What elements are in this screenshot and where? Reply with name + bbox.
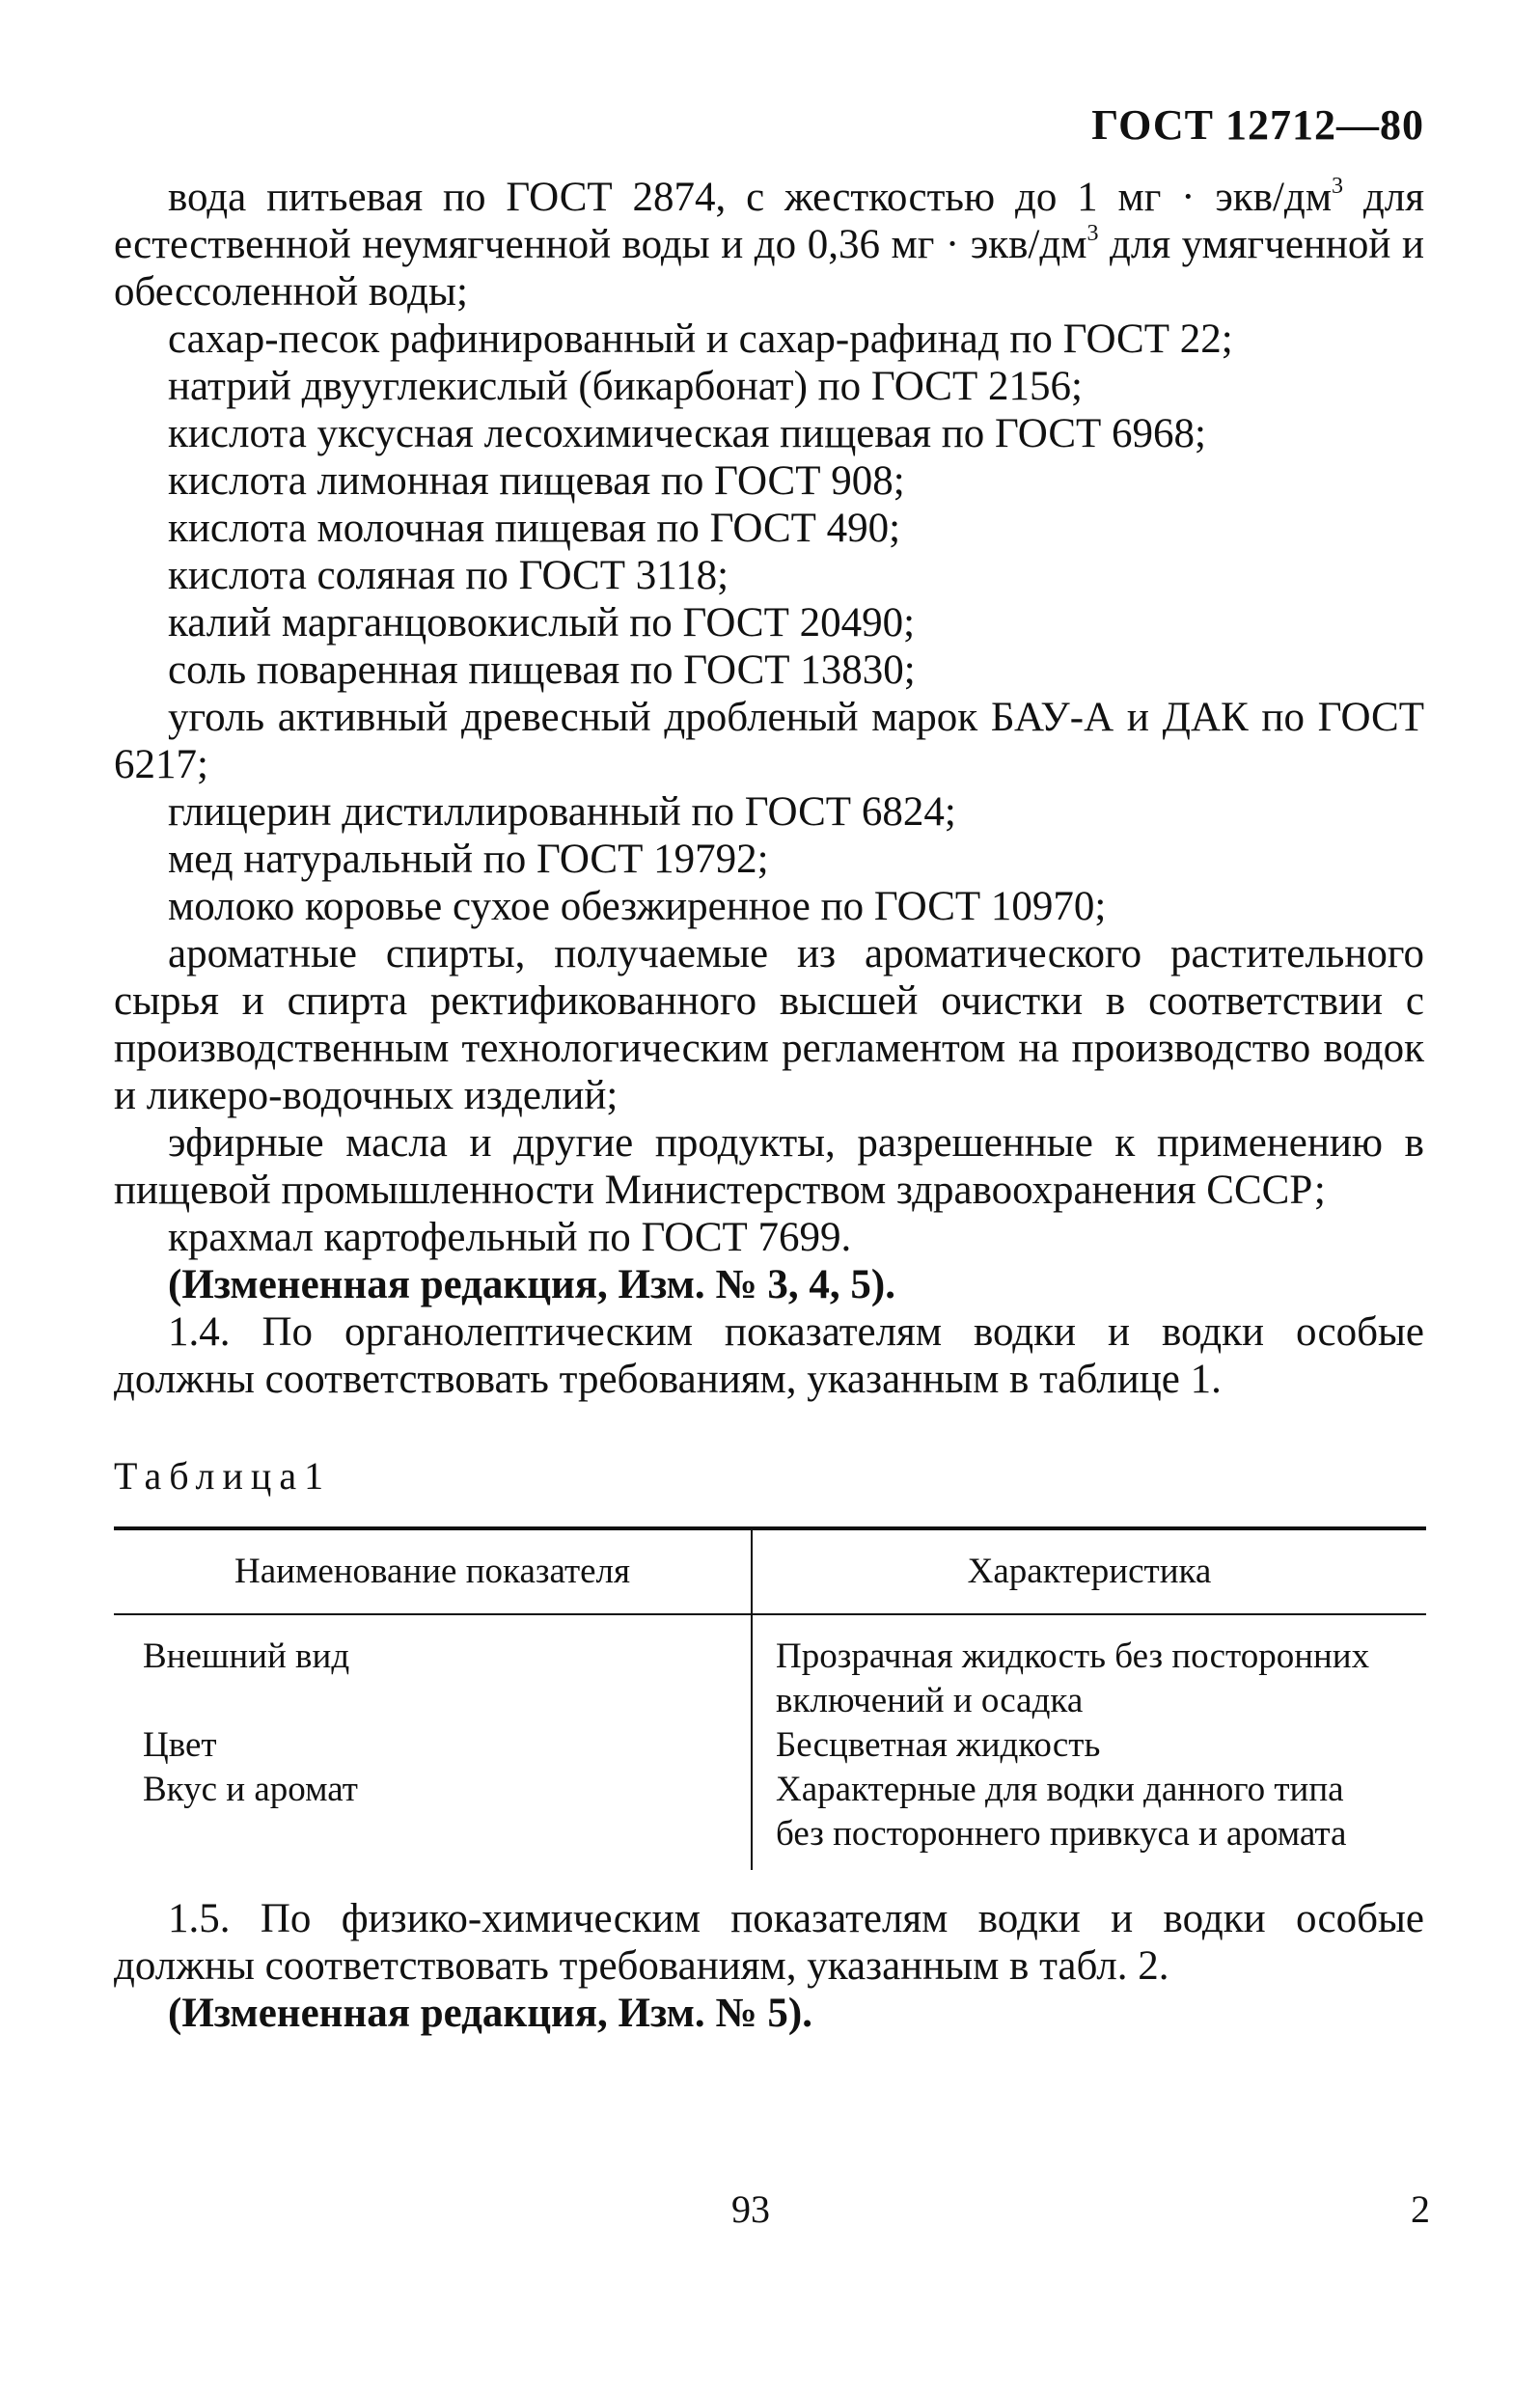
organoleptic-table <box>114 1526 1426 1870</box>
clause-1-5: 1.5. По физико-химическим показателям водки и водки особые должны соответствовать требованиям, указанным в табл. 2. <box>114 1896 1424 1989</box>
list-item: калий марганцовокислый по ГОСТ 20490; <box>168 600 916 646</box>
after-table-text <box>114 1895 1424 2037</box>
column-header-name: Наименование показателя <box>114 1528 752 1614</box>
list-item: кислота соляная по ГОСТ 3118; <box>168 553 729 598</box>
table-header-row <box>114 1528 1426 1614</box>
page-number: 93 <box>731 2187 770 2231</box>
list-item: уголь активный древесный дробленый марок БАУ-А и ДАК по ГОСТ 6217; <box>114 695 1424 787</box>
list-item: натрий двууглекислый (бикарбонат) по ГОСТ 2156; <box>168 364 1083 409</box>
table-row <box>114 1614 1426 1723</box>
list-item: сахар-песок рафинированный и сахар-рафинад по ГОСТ 22; <box>168 316 1233 362</box>
table-cell-name: Внешний вид <box>114 1614 752 1723</box>
list-item: соль поваренная пищевая по ГОСТ 13830; <box>168 647 916 693</box>
table-caption: Таблица1 <box>114 1454 332 1498</box>
paragraph-water: вода питьевая по ГОСТ 2874, с жесткостью до 1 мг · экв/$дм^3$ для естественной неумягченной воды и до 0,36 мг · экв/$дм^3$ для умягченной и обессоленной воды; <box>114 174 1424 315</box>
materials-list <box>114 174 1424 1403</box>
column-header-characteristic: Характеристика <box>967 1552 1212 1591</box>
amendment-note: (Измененная редакция, Изм. № 3, 4, 5). <box>168 1262 895 1307</box>
list-item: крахмал картофельный по ГОСТ 7699. <box>168 1215 852 1260</box>
table-row <box>114 1723 1426 1768</box>
clause-1-4: 1.4. По органолептическим показателям водки и водки особые должны соответствовать требованиям, указанным в таблице 1. <box>114 1309 1424 1402</box>
table-cell-value: Характерные для водки данного типа без постороннего привкуса и аромата <box>776 1770 1347 1854</box>
table-cell-name: Вкус и аромат <box>114 1768 752 1870</box>
table-cell-value: Прозрачная жидкость без посторонних включений и осадка <box>776 1636 1370 1720</box>
list-item: кислота уксусная лесохимическая пищевая по ГОСТ 6968; <box>168 411 1207 456</box>
table-cell-value: Бесцветная жидкость <box>776 1725 1101 1765</box>
list-item: кислота молочная пищевая по ГОСТ 490; <box>168 506 901 551</box>
document-header: ГОСТ 12712—80 <box>1091 101 1424 149</box>
list-item: эфирные масла и другие продукты, разрешенные к применению в пищевой промышленности Министерством здравоохранения СССР; <box>114 1120 1424 1213</box>
list-item: молоко коровье сухое обезжиренное по ГОСТ 10970; <box>168 884 1107 929</box>
list-item: ароматные спирты, получаемые из ароматического растительного сырья и спирта ректификованного высшей очистки в соответствии с производственным технологическим регламентом на производство водок и ликеро-водочных изделий; <box>114 931 1424 1118</box>
list-item: мед натуральный по ГОСТ 19792; <box>168 837 769 882</box>
list-item: глицерин дистиллированный по ГОСТ 6824; <box>168 789 956 835</box>
list-item: кислота лимонная пищевая по ГОСТ 908; <box>168 458 905 504</box>
table-cell-name: Цвет <box>114 1723 752 1768</box>
page-side-number: 2 <box>1411 2187 1430 2231</box>
amendment-note: (Измененная редакция, Изм. № 5). <box>168 1991 812 2036</box>
table-row <box>114 1768 1426 1870</box>
